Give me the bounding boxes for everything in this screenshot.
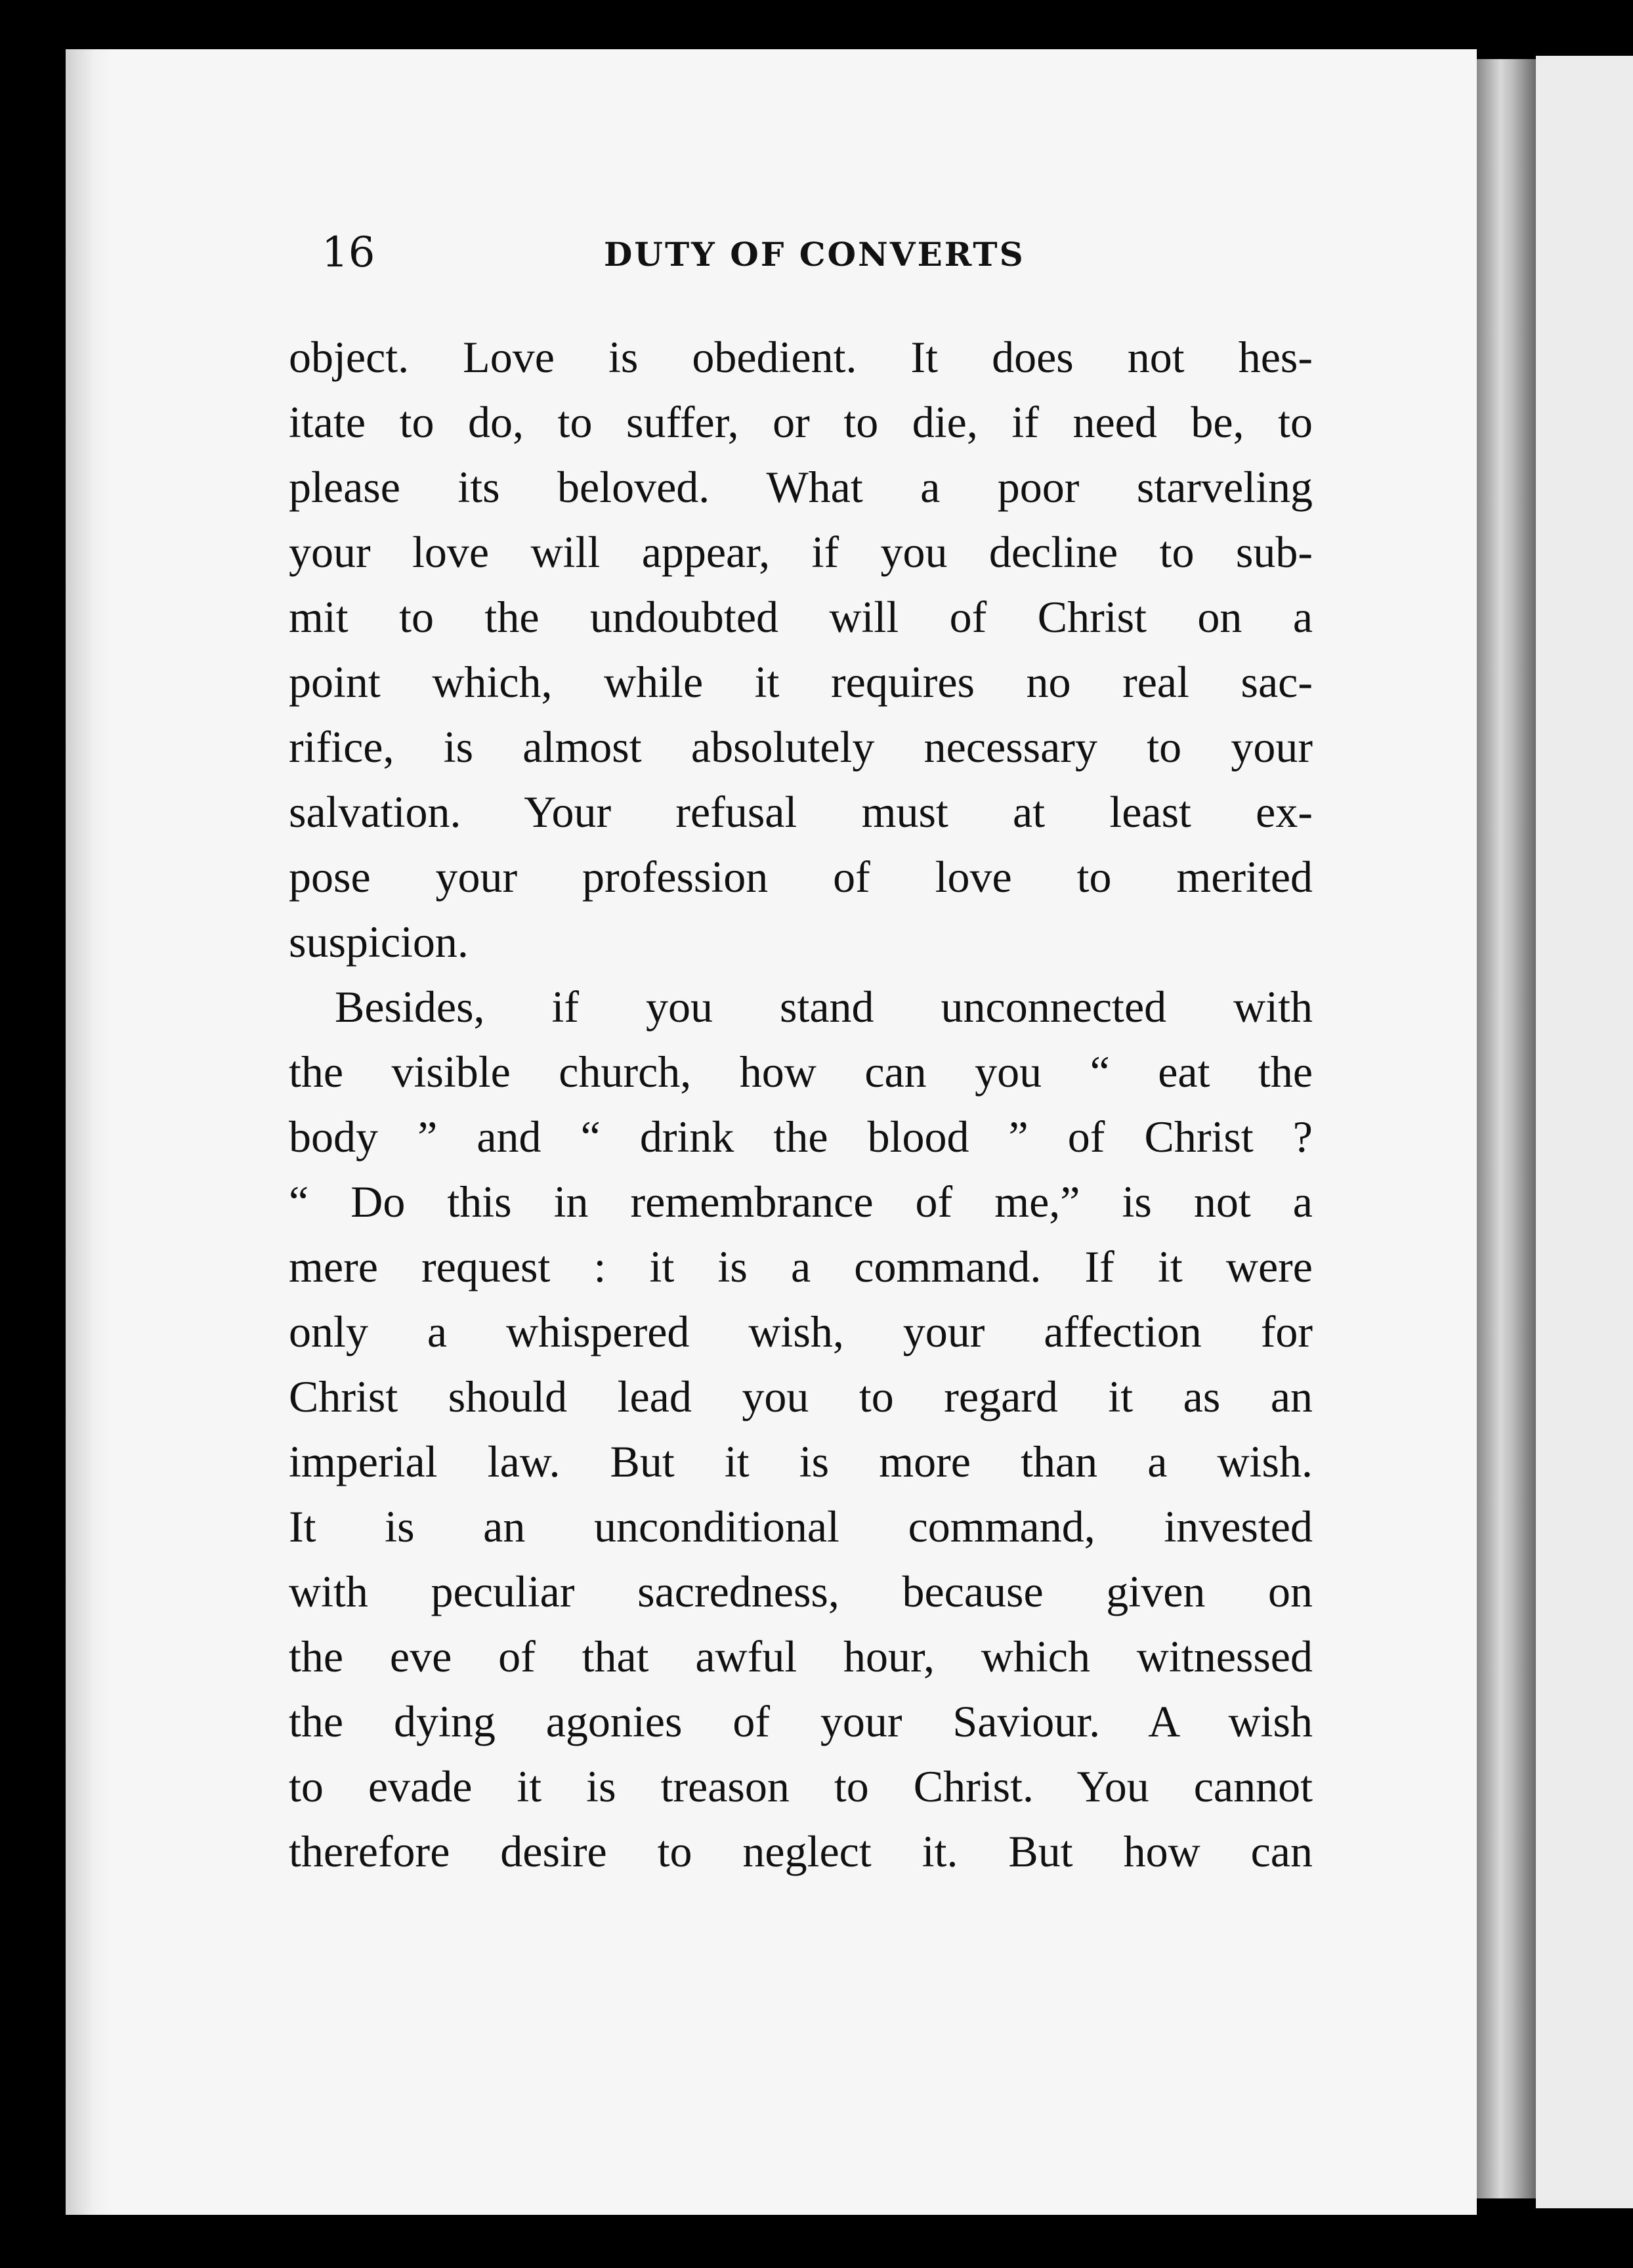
text-line: Besides, if you stand unconnected with xyxy=(335,982,1313,1032)
running-head: DUTY OF CONVERTS xyxy=(604,235,1025,274)
page-number: 16 xyxy=(322,228,375,277)
page-header xyxy=(322,226,1306,279)
text-line: Christ should lead you to regard it as an xyxy=(289,1372,1313,1421)
text-line: the visible church, how can you “ eat the xyxy=(289,1047,1313,1097)
text-line: the eve of that awful hour, which witnessed xyxy=(289,1631,1313,1681)
text-line: object. Love is obedient. It does not hes- xyxy=(289,332,1313,382)
text-line: to evade it is treason to Christ. You cannot xyxy=(289,1761,1313,1811)
text-line: imperial law. But it is more than a wish. xyxy=(289,1437,1313,1486)
text-line: therefore desire to neglect it. But how can xyxy=(289,1826,1313,1876)
text-line: with peculiar sacredness, because given on xyxy=(289,1566,1313,1616)
text-line: “ Do this in remembrance of me,” is not a xyxy=(289,1177,1313,1227)
body-text xyxy=(289,325,1313,1884)
text-line: point which, while it requires no real sac- xyxy=(289,657,1313,707)
facing-page xyxy=(1536,56,1633,2208)
text-line: itate to do, to suffer, or to die, if need be, to xyxy=(289,397,1313,447)
text-line: It is an unconditional command, invested xyxy=(289,1502,1313,1551)
text-line: mit to the undoubted will of Christ on a xyxy=(289,592,1313,642)
text-line: body ” and “ drink the blood ” of Christ ? xyxy=(289,1112,1313,1162)
text-line: suspicion. xyxy=(289,917,469,967)
text-line: please its beloved. What a poor starveling xyxy=(289,462,1313,512)
text-line: pose your profession of love to merited xyxy=(289,852,1313,902)
text-line: rifice, is almost absolutely necessary to your xyxy=(289,722,1313,772)
text-line: mere request : it is a command. If it were xyxy=(289,1242,1313,1292)
page-edge xyxy=(1477,59,1536,2198)
text-line: your love will appear, if you decline to sub- xyxy=(289,527,1313,577)
text-line: salvation. Your refusal must at least ex- xyxy=(289,787,1313,837)
page-gutter-shadow xyxy=(66,49,112,2215)
text-line: the dying agonies of your Saviour. A wish xyxy=(289,1696,1313,1746)
text-line: only a whispered wish, your affection for xyxy=(289,1307,1313,1356)
